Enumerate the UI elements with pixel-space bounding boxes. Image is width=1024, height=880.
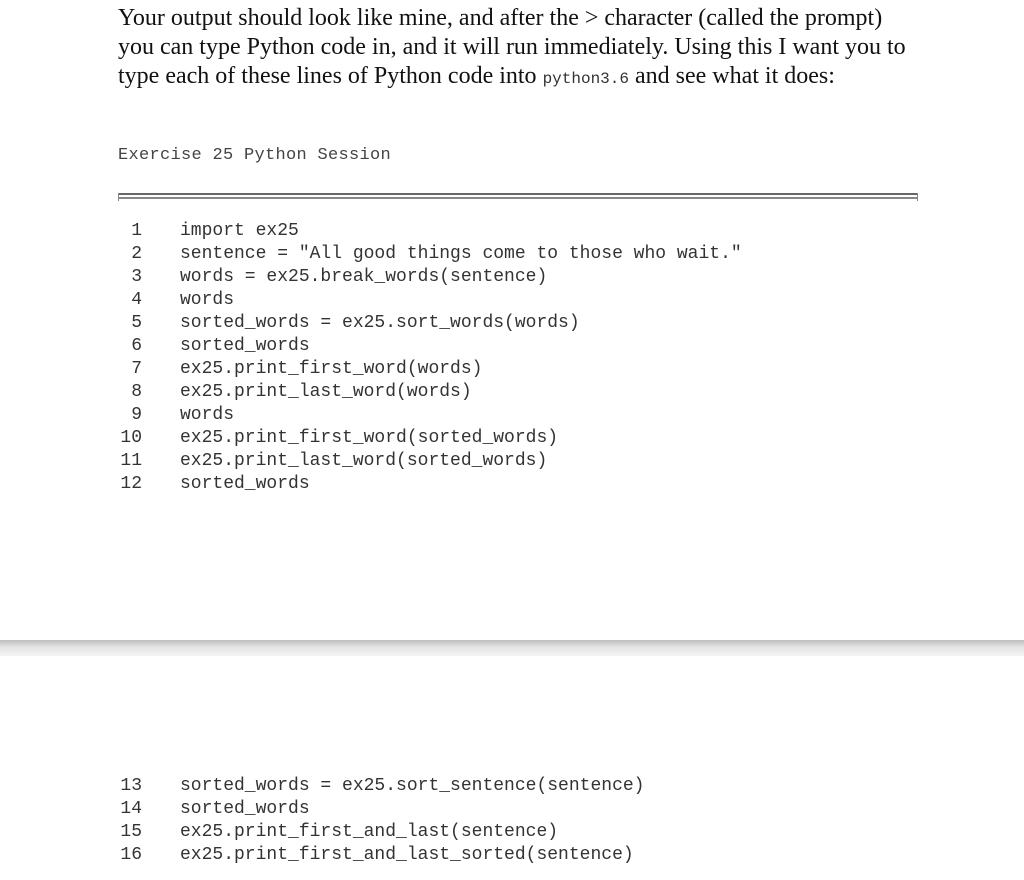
line-code: sorted_words xyxy=(180,474,310,494)
line-code: words = ex25.break_words(sentence) xyxy=(180,267,548,287)
code-line xyxy=(0,404,1024,427)
line-number: 7 xyxy=(131,359,142,379)
code-line xyxy=(0,358,1024,381)
line-code: words xyxy=(180,405,235,425)
instruction-text-before: Your output should look like mine, and after the > character (called the prompt) you can type Python code in, and it will run immediately. Using this I want you to type each of these lines of Python code into xyxy=(118,5,906,89)
line-code: sentence = "All good things come to those who wait." xyxy=(180,244,742,264)
line-code: words xyxy=(180,290,235,310)
line-number: 14 xyxy=(120,799,142,819)
code-line xyxy=(0,798,1024,821)
line-number: 12 xyxy=(120,474,142,494)
line-code: sorted_words xyxy=(180,799,310,819)
instruction-paragraph xyxy=(118,4,918,94)
code-line xyxy=(0,775,1024,798)
line-code: ex25.print_last_word(sorted_words) xyxy=(180,451,548,471)
code-line xyxy=(0,220,1024,243)
line-number: 2 xyxy=(131,244,142,264)
code-line xyxy=(0,289,1024,312)
line-number: 1 xyxy=(131,221,142,241)
code-line xyxy=(0,381,1024,404)
line-code: sorted_words = ex25.sort_words(words) xyxy=(180,313,580,333)
divider-rule-right-cap xyxy=(917,193,918,201)
line-number: 3 xyxy=(131,267,142,287)
code-listing-page-1 xyxy=(0,220,1024,496)
code-line xyxy=(0,844,1024,867)
page-break-separator xyxy=(0,640,1024,656)
line-code: ex25.print_first_and_last(sentence) xyxy=(180,822,559,842)
line-number: 15 xyxy=(120,822,142,842)
instruction-text-after: and see what it does: xyxy=(628,63,835,89)
divider-rule-bottom xyxy=(118,197,918,199)
line-number: 5 xyxy=(131,313,142,333)
inline-code-term: python3.6 xyxy=(542,70,629,88)
line-code: ex25.print_first_and_last_sorted(sentence) xyxy=(180,845,634,865)
line-number: 10 xyxy=(120,428,142,448)
document-page-2 xyxy=(0,656,1024,880)
code-line xyxy=(0,266,1024,289)
code-line xyxy=(0,312,1024,335)
code-line xyxy=(0,243,1024,266)
line-code: ex25.print_last_word(words) xyxy=(180,382,472,402)
divider-rule-left-cap xyxy=(118,193,119,201)
line-code: ex25.print_first_word(sorted_words) xyxy=(180,428,559,448)
line-number: 16 xyxy=(120,845,142,865)
line-number: 13 xyxy=(120,776,142,796)
code-line xyxy=(0,450,1024,473)
code-line xyxy=(0,473,1024,496)
line-number: 11 xyxy=(120,451,142,471)
line-code: sorted_words xyxy=(180,336,310,356)
line-number: 8 xyxy=(131,382,142,402)
line-number: 6 xyxy=(131,336,142,356)
line-code: import ex25 xyxy=(180,221,299,241)
line-code: sorted_words = ex25.sort_sentence(sentence) xyxy=(180,776,645,796)
code-line xyxy=(0,335,1024,358)
code-line xyxy=(0,427,1024,450)
line-code: ex25.print_first_word(words) xyxy=(180,359,483,379)
code-listing-page-2 xyxy=(0,775,1024,867)
line-number: 4 xyxy=(131,290,142,310)
session-title: Exercise 25 Python Session xyxy=(118,146,392,165)
code-line xyxy=(0,821,1024,844)
divider-rule-top xyxy=(118,193,918,195)
line-number: 9 xyxy=(131,405,142,425)
